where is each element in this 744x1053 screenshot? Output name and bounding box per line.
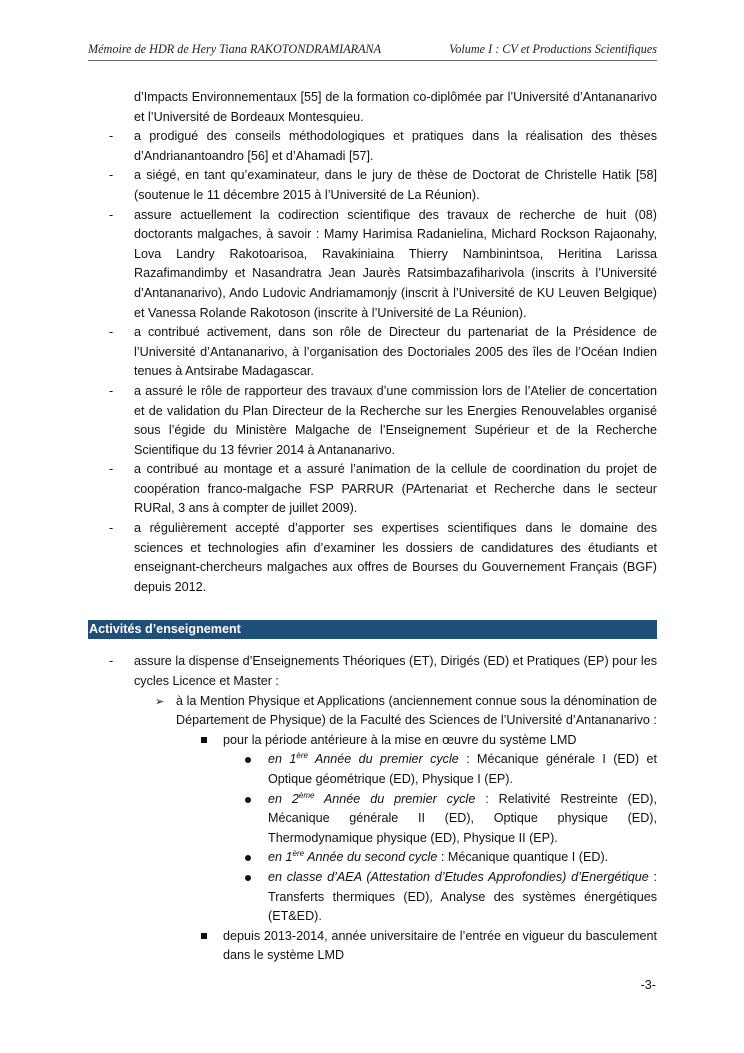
course-text: : Transferts thermiques (ED), Analyse des systèmes énergétiques (ET&ED). [268, 869, 658, 924]
list-item-text: assure actuellement la codirection scientifique des travaux de recherche de huit (08) doctorants malgaches, à savoir : Mamy Harimisa Radanielina, Michard Rockson Rajaonahy, Lova Landry Rakotoarisoa, Ravakiniaina Thierry Nambinintsoa, Heritina Larissa Razafimandimby et Nasandratra Jean Jaurès Ratsimbazafiharivola (inscrits à l’Université d’Antananarivo), Ando Ludovic Andriamamonjy (inscrit à l’Université de KU Leuven Belgique) et Vanessa Rolande Rakotoson (inscrite à l’Université de La Réunion). [134, 207, 657, 320]
dash-marker: - [109, 129, 114, 144]
page-header [88, 41, 657, 61]
course-text: : Mécanique générale I (ED) et Optique géométrique (ED), Physique I (EP). [268, 752, 657, 786]
dash-marker: - [109, 168, 114, 183]
list-item-text: a régulièrement accepté d’apporter ses expertises scientifiques dans le domaine des sciences et technologies afin d’examiner les dossiers de candidatures des étudiants et enseignant-chercheurs malgaches aux offres de Bourses du Gouvernement Français (BGF) depuis 2012. [134, 521, 657, 594]
course-text: : Mécanique quantique I (ED). [437, 850, 609, 865]
dash-marker: - [109, 207, 114, 222]
dash-marker: - [109, 521, 114, 536]
header-author: Mémoire de HDR de Hery Tiana RAKOTONDRAMIARANA [88, 42, 382, 56]
list-item-text: a prodigué des conseils méthodologiques et pratiques dans la réalisation des thèses d’Andrianantoandro [56] et d’Ahamadi [57]. [134, 129, 657, 163]
course-level: en classe d’AEA (Attestation d’Etudes Approfondies) d’Energétique [268, 869, 649, 884]
continued-paragraph: d’Impacts Environnementaux [55] de la formation co-diplômée par l’Université d’Antananarivo et l’Université de Bordeaux Montesquieu. [134, 90, 657, 124]
teaching-intro-text: assure la dispense d’Enseignements Théoriques (ET), Dirigés (ED) et Pratiques (EP) pour les cycles Licence et Master : [134, 654, 657, 689]
course-level: en 1ère Année du premier cycle [268, 751, 459, 767]
list-item [88, 127, 657, 166]
list-item-text: a contribué au montage et a assuré l’animation de la cellule de coordination du projet de coopération franco-malgache FSP PARRUR (PArtenariat et Recherche dans le secteur RURal, 3 ans à compter de juillet 2009). [134, 462, 657, 516]
round-bullet-icon [245, 797, 251, 803]
list-item [88, 166, 657, 205]
round-bullet-icon [245, 855, 251, 861]
list-item [88, 460, 657, 519]
course-item [88, 750, 657, 789]
page-body [88, 88, 657, 966]
period-text: pour la période antérieure à la mise en œuvre du système LMD [223, 732, 577, 747]
header-volume: Volume I : CV et Productions Scientifiques [449, 42, 657, 56]
dash-marker: - [109, 383, 114, 398]
list-item [88, 382, 657, 460]
dash-marker: - [109, 462, 114, 477]
course-level: en 1ère Année du second cycle [268, 849, 438, 865]
period-text: depuis 2013-2014, année universitaire de l’entrée en vigueur du basculement dans le système LMD [223, 928, 657, 963]
period-item [88, 731, 657, 751]
period-item [88, 927, 657, 966]
round-bullet-icon [245, 757, 251, 763]
section-heading: Activités d’enseignement [88, 620, 657, 639]
list-item-text: a siégé, en tant qu’examinateur, dans le jury de thèse de Doctorat de Christelle Hatik [58] (soutenue le 11 décembre 2015 à l’Université de La Réunion). [134, 168, 657, 202]
course-item [88, 848, 657, 868]
list-item [88, 519, 657, 597]
arrow-bullet-icon: ➢ [155, 694, 165, 708]
mention-item [88, 692, 657, 731]
list-item-text: a assuré le rôle de rapporteur des travaux d’une commission lors de l’Atelier de concertation et de validation du Plan Directeur de la Recherche sur les Energies Renouvelables organisé sous l’égide du Ministère Malgache de l’Enseignement Supérieur et de la Recherche Scientifique du 13 février 2014 à Antananarivo. [134, 383, 657, 457]
round-bullet-icon [245, 875, 251, 881]
course-text: : Relativité Restreinte (ED), Mécanique générale II (ED), Optique physique (ED), Thermodynamique physique (ED), Physique II (EP). [268, 791, 657, 845]
list-item-text: a contribué activement, dans son rôle de Directeur du partenariat de la Présidence de l’Université d’Antananarivo, à l’organisation des Doctoriales 2005 des îles de l’Océan Indien tenues à Antsirabe Madagascar. [134, 325, 657, 379]
mention-text: à la Mention Physique et Applications (anciennement connue sous la dénomination de Département de Physique) de la Faculté des Sciences de l’Université d’Antananarivo : [176, 693, 657, 728]
page-number: -3- [640, 978, 656, 992]
square-bullet-icon [201, 737, 207, 743]
list-item [88, 206, 657, 324]
square-bullet-icon [201, 933, 207, 939]
teaching-intro [88, 652, 657, 691]
course-item [88, 790, 657, 849]
list-item [88, 323, 657, 382]
course-item [88, 868, 657, 927]
dash-marker: - [109, 654, 114, 669]
dash-marker: - [109, 325, 114, 340]
course-level: en 2ème Année du premier cycle [268, 790, 476, 806]
spacer [88, 639, 657, 652]
